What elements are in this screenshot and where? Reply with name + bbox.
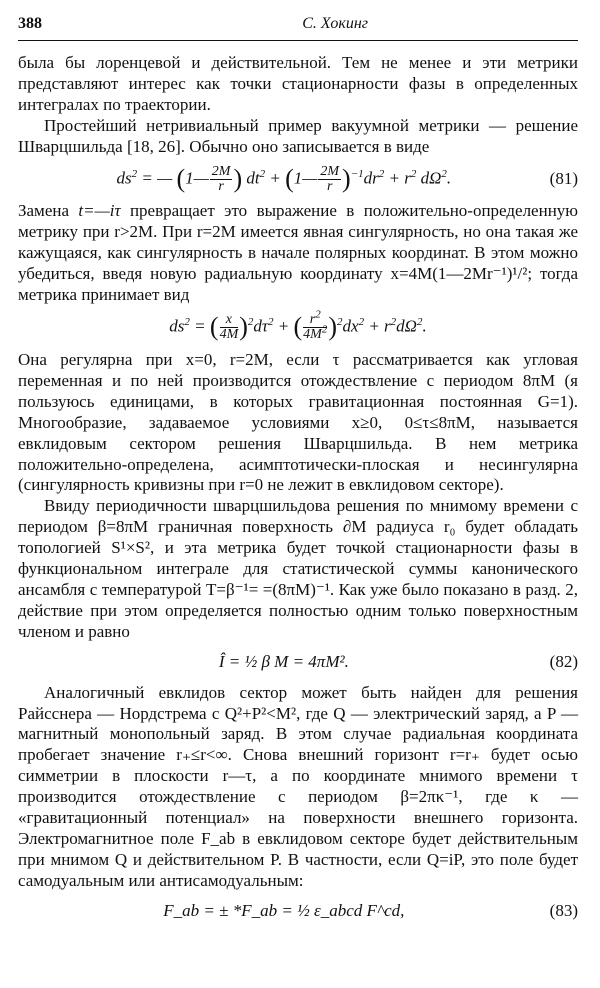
equation-82-body: Î = ½ β M = 4πM². (218, 652, 349, 672)
equation-82-number: (82) (549, 652, 578, 672)
paragraph-2: Простейший нетривиальный пример вакуумной метрики — решение Шварцшильда [18, 26]. Обычно оно записывается в виде (18, 115, 578, 156)
page-number: 388 (18, 15, 42, 32)
paragraph-6: Аналогичный евклидов сектор может быть найден для решения Райсснера — Нордстрема с Q²+P²<M², где Q — электрический заряд, а P — магнитный монопольный заряд. В этом случае радиальная координата пробегает значение r₊≤r<∞. Снова внешний горизонт r=r₊ будет осью симметрии в плоскости r—τ, а по координате мнимого времени τ производится отождествление с периодом β=2πκ⁻¹, где κ — «гравитационный потенциал» на поверхности внешнего горизонта. Электромагнитное поле F_ab в евклидовом секторе будет действительным при мнимом Q и действительном P. В частности, если Q=iP, это поле будет самодуальным или антисамодуальным: (18, 682, 578, 890)
equation-metric (18, 306, 578, 350)
paragraph-1: была бы лоренцевой и действительной. Тем не менее и эти метрики представляют интерес как точки стационарности фазы в определенных интегралах по траектории. (18, 52, 578, 114)
running-title: С. Хокинг (302, 15, 368, 32)
equation-81-body: $ds^2$ = — (1— $\frac{2M}{r}$ ) $dt^2$ + (1— $\frac{2M}{r}$ )$^{-1}dr^2 + r^2$ $d\Omega^2$. (116, 163, 452, 194)
equation-83-number: (83) (549, 901, 578, 921)
equation-82 (18, 643, 578, 683)
equation-81-number: (81) (549, 168, 578, 188)
equation-metric-body: $ds^2$ = ( $\frac{x}{4M}$ )$^2d\tau^2$ + ( $\frac{r^2}{4M^2}$ )$^2dx^2 + r^2d\Omega^2$. (169, 308, 427, 343)
equation-81 (18, 157, 578, 201)
paragraph-3: Замена t=—iτ превращает это выражение в положительно-определенную метрику при r>2M. При r=2M имеется явная сингулярность, но она такая же кажущаяся, как сингулярность в начале полярных координат. В этом можно убедиться, введя новую радиальную координату x=4M(1—2Mr⁻¹)¹/²; тогда метрика принимает вид (18, 201, 578, 305)
equation-83 (18, 892, 578, 932)
paragraph-5: Ввиду периодичности шварцшильдова решения по мнимому времени с периодом β=8πM граничная поверхность ∂M радиуса r₀ будет обладать топологией S¹×S², и эта метрика будет точкой стационарности фазы в функциональном интеграле для статистической суммы канонического ансамбля с температурой T=β⁻¹= =(8πM)⁻¹. Как уже было показано в разд. 2, действие при этом определяется полностью одним только поверхностным членом и равно (18, 496, 578, 641)
equation-83-body: F_ab = ± *F_ab = ½ ε_abcd F^cd, (163, 901, 405, 921)
page-header (18, 14, 578, 41)
paragraph-4: Она регулярна при x=0, r=2M, если τ рассматривается как угловая переменная и по ней производится отождествление с периодом 8πM (я пользуюсь единицами, в которых гравитационная постоянная G=1). Многообразие, задаваемое условиями x≥0, 0≤τ≤8πM, называется евклидовым сектором решения Шварцшильда. В нем метрика положительно-определена, асимптотически-плоская и несингулярна (сингулярность кривизны при r=0 не лежит в евклидовом секторе). (18, 349, 578, 495)
